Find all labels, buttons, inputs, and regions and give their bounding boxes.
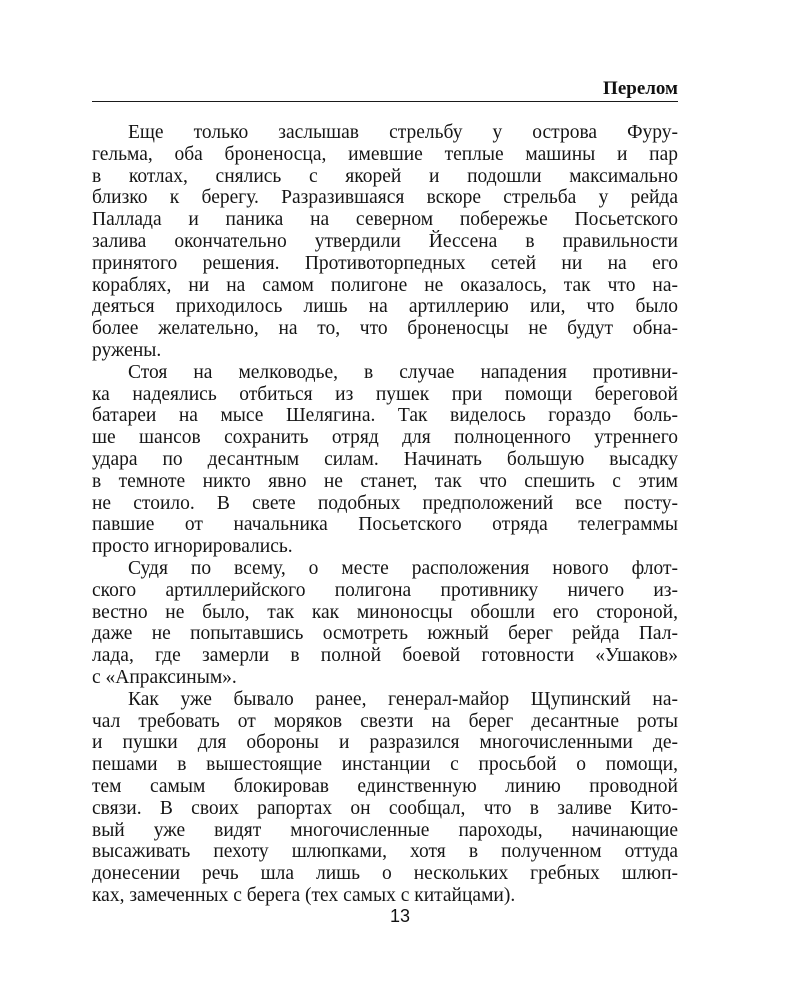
text-line: батареи на мысе Шелягина. Так виделось гораздо боль- xyxy=(92,405,678,427)
text-line: Судя по всему, о месте расположения нового флот- xyxy=(128,557,678,579)
text-line: чал требовать от моряков свезти на берег десантные роты xyxy=(92,710,678,732)
running-head-title: Перелом xyxy=(603,78,678,99)
text-line: более желательно, на то, что броненосцы не будут обна- xyxy=(92,318,678,340)
text-line: Паллада и паника на северном побережье Посьетского xyxy=(92,209,678,231)
text-line: близко к берегу. Разразившаяся вскоре стрельба у рейда xyxy=(92,187,678,209)
text-line: вый уже видят многочисленные пароходы, начинающие xyxy=(92,819,678,841)
text-line: просто игнорировались. xyxy=(92,536,293,558)
text-line: удара по десантным силам. Начинать большую высадку xyxy=(92,448,678,470)
header-rule xyxy=(92,101,678,102)
text-line: тем самым блокировав единственную линию проводной xyxy=(92,775,678,797)
text-line: принятого решения. Противоторпедных сетей ни на его xyxy=(92,252,678,274)
text-line: Еще только заслышав стрельбу у острова Фуру- xyxy=(128,122,678,143)
page-number: 13 xyxy=(389,906,411,926)
paragraph xyxy=(92,558,678,689)
text-line: залива окончательно утвердили Йессена в правильности xyxy=(92,230,678,252)
text-line: гельма, оба броненосца, имевшие теплые машины и пар xyxy=(92,143,678,165)
text-line: пешами в вышестоящие инстанции с просьбой о помощи, xyxy=(92,754,678,776)
text-line: ках, замеченных с берега (тех самых с китайцами). xyxy=(92,884,516,906)
text-line: павшие от начальника Посьетского отряда телеграммы xyxy=(92,514,678,536)
text-line: с «Апраксиным». xyxy=(92,666,237,688)
text-line: Стоя на мелководье, в случае нападения противни- xyxy=(128,361,678,383)
text-line: кораблях, ни на самом полигоне не оказалось, так что на- xyxy=(92,274,678,296)
body-text xyxy=(92,122,678,907)
text-line: деяться приходилось лишь на артиллерию или, что было xyxy=(92,296,678,318)
text-line: ка надеялись отбиться из пушек при помощи береговой xyxy=(92,383,678,405)
text-line: даже не попытавшись осмотреть южный берег рейда Пал- xyxy=(92,623,678,645)
paragraph xyxy=(92,689,678,907)
text-line: донесении речь шла лишь о нескольких гребных шлюп- xyxy=(92,863,678,885)
text-line: в котлах, снялись с якорей и подошли максимально xyxy=(92,165,678,187)
text-line: связи. В своих рапортах он сообщал, что в заливе Кито- xyxy=(92,797,678,819)
text-line: ружены. xyxy=(92,339,162,361)
text-line: ского артиллерийского полигона противнику ничего из- xyxy=(92,579,678,601)
text-line: высаживать пехоту шлюпками, хотя в полученном оттуда xyxy=(92,841,678,863)
text-line: не стоило. В свете подобных предположений все посту- xyxy=(92,492,678,514)
text-line: Как уже бывало ранее, генерал-майор Щупинский на- xyxy=(128,688,678,710)
text-line: лада, где замерли в полной боевой готовности «Ушаков» xyxy=(92,645,678,667)
paragraph xyxy=(92,122,678,362)
text-line: и пушки для обороны и разразился многочисленными де- xyxy=(92,732,678,754)
text-line: в темноте никто явно не станет, так что спешить с этим xyxy=(92,470,678,492)
text-line: ше шансов сохранить отряд для полноценного утреннего xyxy=(92,427,678,449)
text-line: вестно не было, так как миноносцы обошли его стороной, xyxy=(92,601,678,623)
paragraph xyxy=(92,362,678,558)
